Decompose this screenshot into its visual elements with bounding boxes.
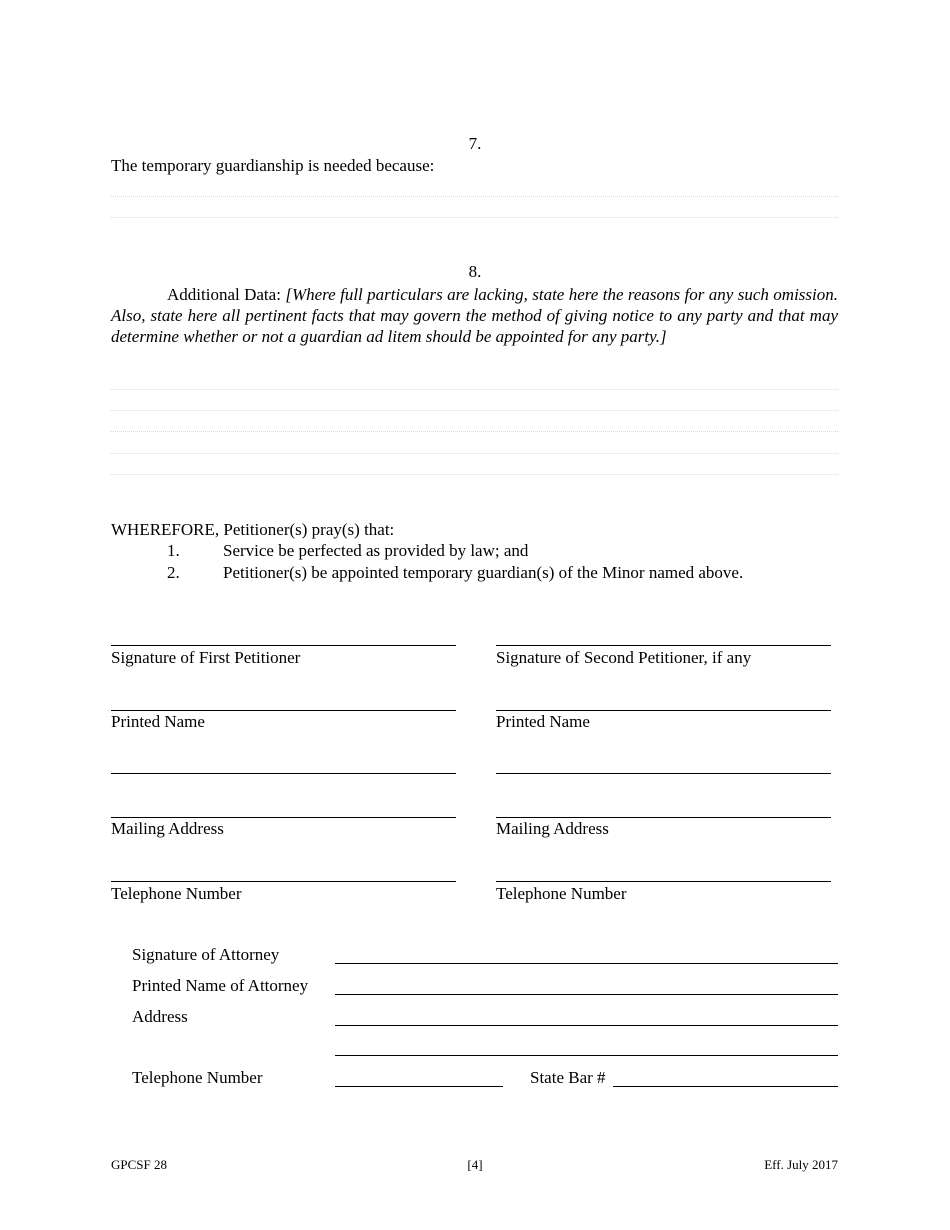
- state-bar-line[interactable]: [613, 1086, 838, 1087]
- answer-line-7b[interactable]: [111, 217, 838, 218]
- attorney-telephone-line[interactable]: [335, 1086, 503, 1087]
- wherefore-item-2-text: Petitioner(s) be appointed temporary guardian(s) of the Minor named above.: [223, 563, 744, 582]
- answer-line-8b[interactable]: [111, 410, 838, 411]
- state-bar-label: State Bar #: [530, 1068, 606, 1087]
- attorney-signature-line[interactable]: [335, 963, 838, 964]
- section-8-number: 8.: [468, 262, 482, 281]
- first-petitioner-signature-line[interactable]: [111, 645, 456, 646]
- second-petitioner-signature-line[interactable]: [496, 645, 831, 646]
- attorney-signature-label: Signature of Attorney: [132, 945, 280, 964]
- footer-page-number: [4]: [467, 1157, 483, 1172]
- attorney-printed-name-line[interactable]: [335, 994, 838, 995]
- section-8-instruction: [Where full particulars are lacking, state here the reasons for any such omission. Also, state here all pertinent facts that may govern the method of giving notice to any party and that may determine whether or not a guardian ad litem should be appointed for any party.]: [111, 285, 839, 346]
- second-petitioner-telephone-line[interactable]: [496, 881, 831, 882]
- attorney-address-line-2[interactable]: [335, 1055, 838, 1056]
- answer-line-7a[interactable]: [111, 196, 838, 197]
- second-petitioner-mailing-address-label: Mailing Address: [496, 819, 609, 838]
- section-7-number: 7.: [468, 134, 482, 153]
- answer-line-8d[interactable]: [111, 453, 838, 454]
- answer-line-8a[interactable]: [111, 389, 838, 390]
- second-petitioner-telephone-label: Telephone Number: [496, 884, 627, 903]
- attorney-address-label: Address: [132, 1007, 188, 1026]
- first-petitioner-telephone-line[interactable]: [111, 881, 456, 882]
- wherefore-item-2-number: 2.: [167, 563, 180, 582]
- second-petitioner-printed-name-label: Printed Name: [496, 712, 590, 731]
- attorney-telephone-label: Telephone Number: [132, 1068, 263, 1087]
- wherefore-item-1-number: 1.: [167, 541, 180, 560]
- wherefore-intro: WHEREFORE, Petitioner(s) pray(s) that:: [111, 520, 395, 539]
- wherefore-item-1-text: Service be perfected as provided by law; and: [223, 541, 529, 560]
- first-petitioner-printed-name-line[interactable]: [111, 710, 456, 711]
- answer-line-8c[interactable]: [111, 431, 838, 432]
- first-petitioner-mailing-address-label: Mailing Address: [111, 819, 224, 838]
- first-petitioner-telephone-label: Telephone Number: [111, 884, 242, 903]
- section-8-paragraph: [111, 284, 838, 347]
- attorney-printed-name-label: Printed Name of Attorney: [132, 976, 309, 995]
- first-petitioner-printed-name-label: Printed Name: [111, 712, 205, 731]
- second-petitioner-address-line-2[interactable]: [496, 817, 831, 818]
- first-petitioner-address-line-2[interactable]: [111, 817, 456, 818]
- footer-effective-date: Eff. July 2017: [764, 1157, 838, 1172]
- first-petitioner-signature-label: Signature of First Petitioner: [111, 648, 301, 667]
- first-petitioner-address-line-1[interactable]: [111, 773, 456, 774]
- second-petitioner-address-line-1[interactable]: [496, 773, 831, 774]
- section-7-text: The temporary guardianship is needed because:: [111, 156, 435, 175]
- attorney-address-line-1[interactable]: [335, 1025, 838, 1026]
- answer-line-8e[interactable]: [111, 474, 838, 475]
- second-petitioner-printed-name-line[interactable]: [496, 710, 831, 711]
- footer-form-id: GPCSF 28: [111, 1157, 167, 1172]
- section-8-label: Additional Data:: [167, 285, 281, 304]
- second-petitioner-signature-label: Signature of Second Petitioner, if any: [496, 648, 752, 667]
